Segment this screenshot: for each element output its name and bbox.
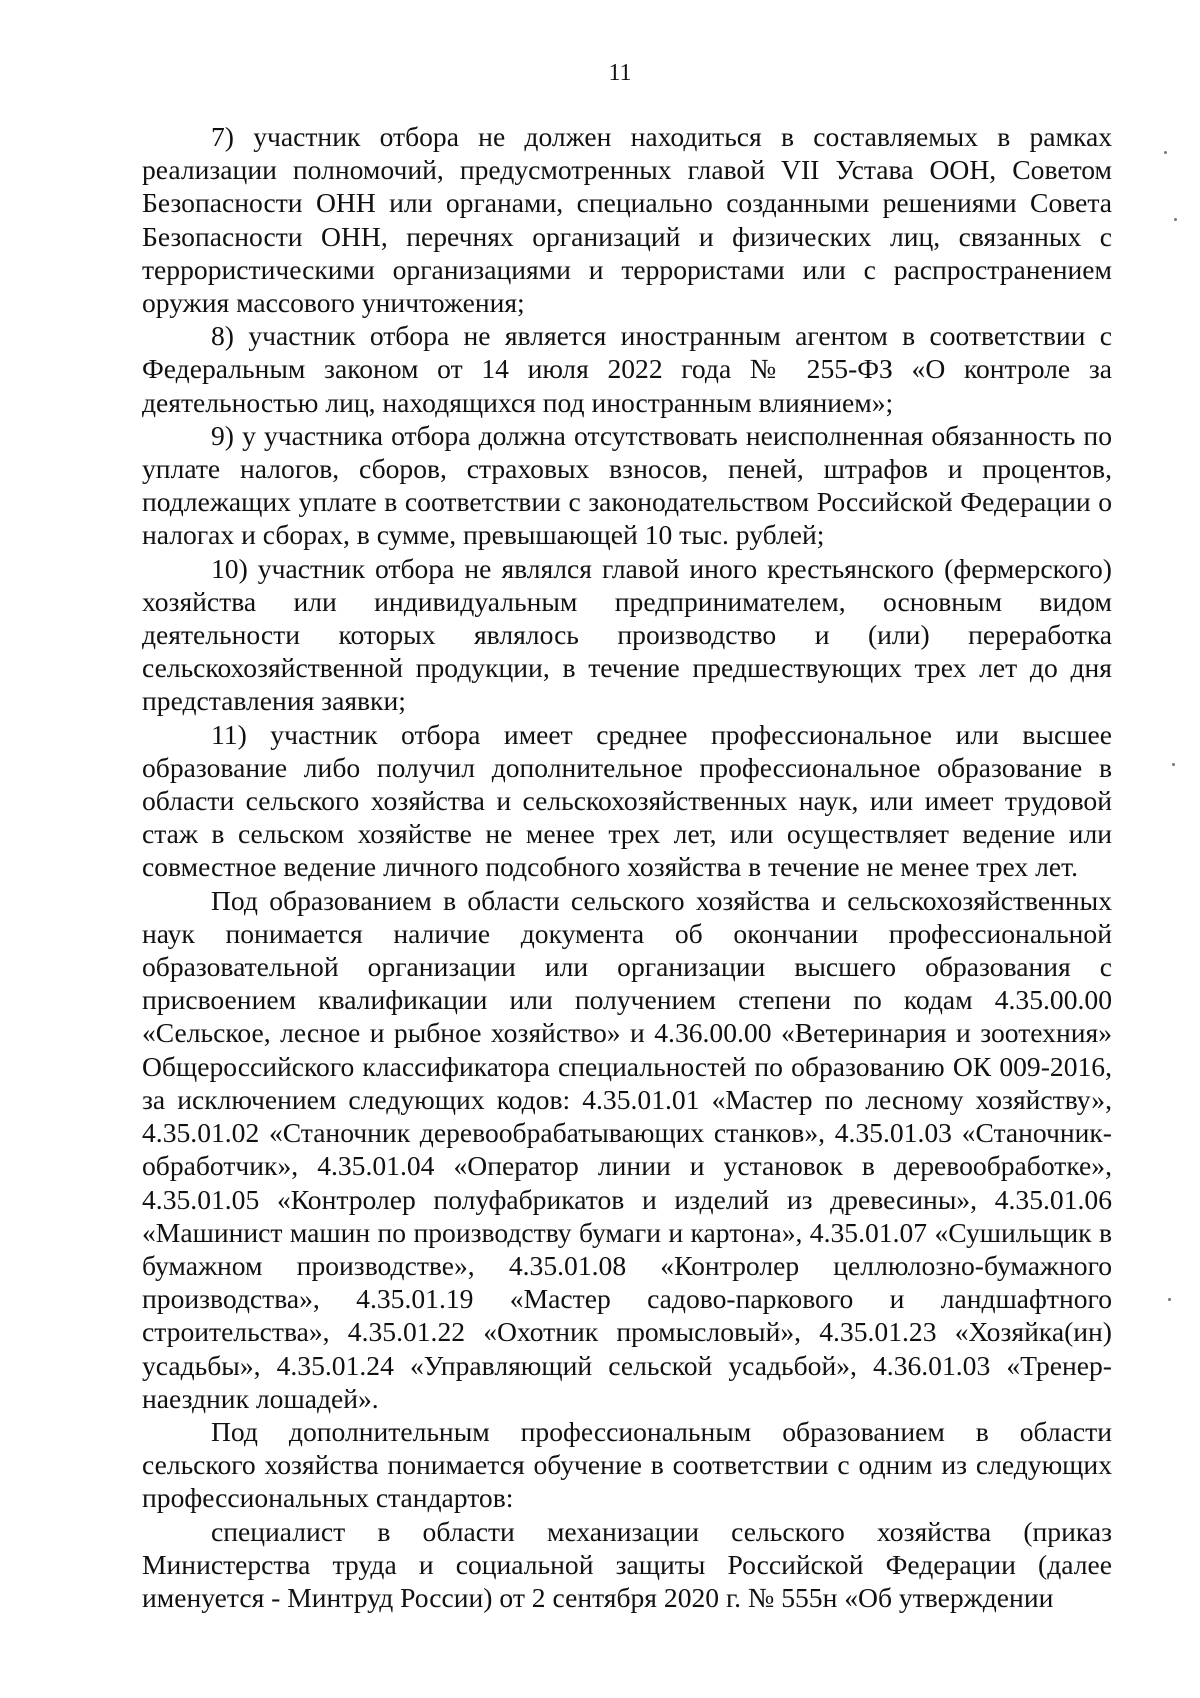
scan-speck: [1164, 151, 1167, 154]
paragraph-item-8: 8) участник отбора не является иностранным агентом в соответствии с Федеральным законом от 14 июля 2022 года № 255-ФЗ «О контроле за деятельностью лиц, находящихся под иностранным влиянием»;: [142, 320, 1112, 418]
document-body: [142, 120, 1112, 1614]
scan-speck: [1174, 218, 1177, 221]
paragraph-standard-mechanization: специалист в области механизации сельского хозяйства (приказ Министерства труда и социальной защиты Российской Федерации (далее именуется - Минтруд России) от 2 сентября 2020 г. № 555н «Об утверждении: [142, 1515, 1112, 1613]
paragraph-additional-education: Под дополнительным профессиональным образованием в области сельского хозяйства понимается обучение в соответствии с одним из следующих профессиональных стандартов:: [142, 1415, 1112, 1514]
paragraph-education-definition: Под образованием в области сельского хозяйства и сельскохозяйственных наук понимается наличие документа об окончании профессиональной образовательной организации или организации высшего образования с присвоением квалификации или получением степени по кодам 4.35.00.00 «Сельское, лесное и рыбное хозяйство» и 4.36.00.00 «Ветеринария и зоотехния» Общероссийского классификатора специальностей по образованию ОК 009-2016, за исключением следующих кодов: 4.35.01.01 «Мастер по лесному хозяйству», 4.35.01.02 «Станочник деревообрабатывающих станков», 4.35.01.03 «Станочник-обработчик», 4.35.01.04 «Оператор линии и установок в деревообработке», 4.35.01.05 «Контролер полуфабрикатов и изделий из древесины», 4.35.01.06 «Машинист машин по производству бумаги и картона», 4.35.01.07 «Сушильщик в бумажном производстве», 4.35.01.08 «Контролер целлюлозно-бумажного производства», 4.35.01.19 «Мастер садово-паркового и ландшафтного строительства», 4.35.01.22 «Охотник промысловый», 4.35.01.23 «Хозяйка(ин) усадьбы», 4.35.01.24 «Управляющий сельской усадьбой», 4.36.01.03 «Тренер-наездник лошадей».: [142, 884, 1112, 1414]
page-number: 11: [608, 60, 632, 86]
paragraph-item-7: 7) участник отбора не должен находиться в составляемых в рамках реализации полномочий, предусмотренных главой VII Устава ООН, Советом Безопасности ОНН или органами, специально созданными решениями Совета Безопасности ОНН, перечнях организаций и физических лиц, связанных с террористическими организациями и террористами или с распространением оружия массового уничтожения;: [142, 121, 1112, 319]
scan-speck: [1168, 1298, 1171, 1301]
paragraph-item-10: 10) участник отбора не являлся главой иного крестьянского (фермерского) хозяйства или индивидуальным предпринимателем, основным видом деятельности которых являлось производство и (или) переработка сельскохозяйственной продукции, в течение предшествующих трех лет до дня представления заявки;: [142, 552, 1112, 717]
paragraph-item-9: 9) у участника отбора должна отсутствовать неисполненная обязанность по уплате налогов, сборов, страховых взносов, пеней, штрафов и процентов, подлежащих уплате в соответствии с законодательством Российской Федерации о налогах и сборах, в сумме, превышающей 10 тыс. рублей;: [142, 419, 1112, 551]
scan-speck: [1172, 763, 1175, 766]
paragraph-item-11: 11) участник отбора имеет среднее профессиональное или высшее образование либо получил дополнительное профессиональное образование в области сельского хозяйства и сельскохозяйственных наук, или имеет трудовой стаж в сельском хозяйстве не менее трех лет, или осуществляет ведение или совместное ведение личного подсобного хозяйства в течение не менее трех лет.: [142, 718, 1112, 883]
